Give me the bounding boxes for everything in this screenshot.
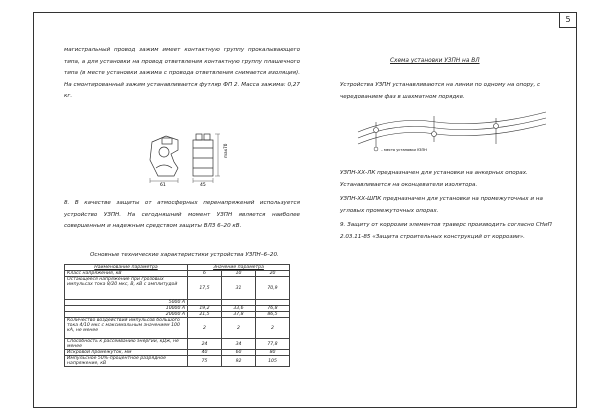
table-row: 10000 А 19,2 33,6 76,8	[65, 306, 290, 312]
table-row: Искровой промежуток, мм 40 60 80	[65, 350, 290, 356]
right-paragraph-1: Устройства УЗПН устанавливаются на линии по одному на опору, с чередованием фаз в шахматном порядке.	[340, 82, 541, 100]
dim-depth-label: 45	[200, 183, 206, 188]
table-header-param: Наименование параметра	[65, 265, 188, 271]
uzpn-markers	[374, 124, 499, 137]
scheme-legend: – место установки УЗПН	[381, 148, 427, 152]
installation-scheme	[356, 108, 548, 156]
clamp-drawing	[138, 128, 228, 190]
table-row: Остающееся напряжение при грозовых импульсах тока 8/20 мкс, В, кВ с амплитудой 17,5 31 70,9	[65, 277, 290, 300]
clamp-front-view	[150, 136, 178, 176]
table-header-values: Значение параметра	[188, 265, 290, 271]
page-number: 5	[559, 13, 576, 28]
legend-marker-icon	[374, 147, 378, 151]
table-row: Импульсное 50%-процентное разрядное напряжение, кВ 75 92 105	[65, 356, 290, 367]
table-row: Способность к рассеиванию энергии, кДж, не менее 24 34 77,8	[65, 339, 290, 350]
clamp-side-view	[193, 134, 213, 176]
left-paragraph-1: магистральный провод зажим имеет контактную группу прокалывающего типа, а для установки на провод ответвления контактную группу плашечного типа (в месте установки зажима с провода ответвления снимается изоляция). На смонтированный зажим устанавливается футляр ФП 2. Масса зажима: 0,27 кг.	[64, 47, 300, 99]
right-paragraph-3: УЗПН-ХХ-ШПК предназначен для установки на промежуточных и на угловых промежуточных опорах.	[340, 196, 543, 214]
dim-width-label: 61	[160, 183, 166, 188]
right-paragraph-2: УЗПН-ХХ-ЛК предназначен для установки на анкерных опорах. Устанавливается на оконцеватели изолятора.	[340, 170, 528, 188]
table-row: 20000 А 21,5 37,8 86,5	[65, 312, 290, 318]
table-row: Класс напряжения, кВ 6 10 20	[65, 271, 290, 277]
table-row: Количество воздействий импульсов большого тока 4/10 мкс с максимальным значением 100 кА, не менее 2 2 2	[65, 318, 290, 339]
right-paragraph-4: 9. Защиту от коррозии элементов траверс производить согласно СНиП 2.03.11-85 «Защита строительных конструкций от коррозии».	[340, 222, 552, 240]
dim-height-label: max70	[223, 143, 228, 158]
spec-table	[64, 264, 290, 367]
left-paragraph-2: 8. В качестве защиты от атмосферных перенапряжений используется устройство УЗПН. На сегодняшний момент УЗПН является наиболее совершенным и надежным средством защиты ВЛЗ 6–20 кВ.	[64, 200, 300, 229]
scheme-title: Схема установки УЗПН на ВЛ	[390, 58, 480, 64]
table-title: Основные технические характеристики устройства УЗПН–6–20.	[90, 252, 279, 258]
table-row: 5000 А	[65, 300, 290, 306]
